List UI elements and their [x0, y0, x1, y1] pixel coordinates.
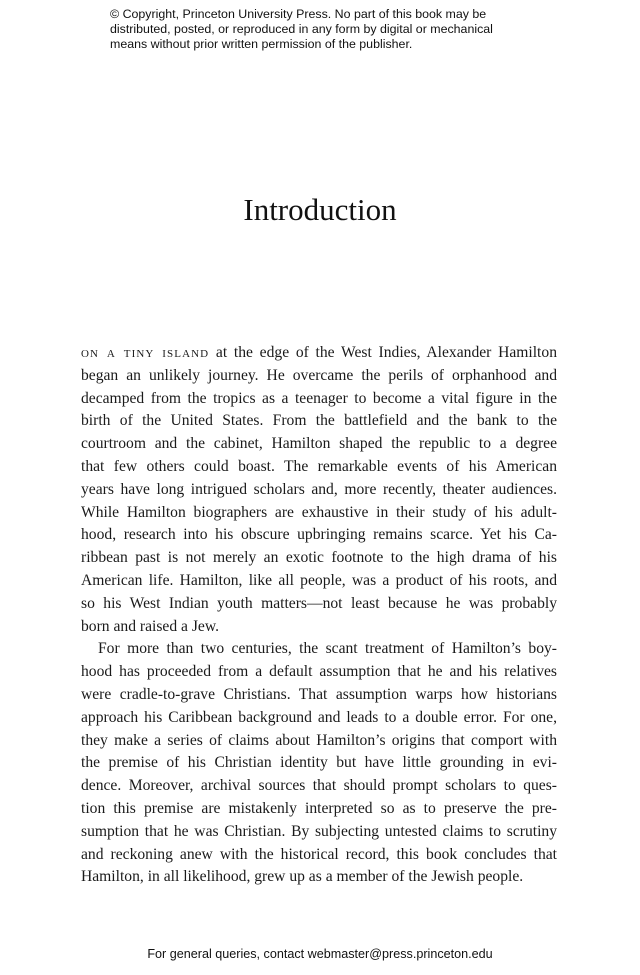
text-line: began an unlikely journey. He overcame the perils of orphanhood and	[81, 366, 557, 384]
copyright-line: © Copyright, Princeton University Press. No part of this book may be	[110, 7, 487, 21]
copyright-line: means without prior written permission of the publisher.	[110, 37, 413, 51]
text-line: dence. Moreover, archival sources that should prompt scholars to ques-	[81, 777, 557, 795]
text-line: approach his Caribbean background and leads to a double error. For one,	[81, 708, 557, 726]
text-line: hood has proceeded from a default assumption that he and his relatives	[81, 663, 557, 681]
text-line: While Hamilton biographers are exhaustive in their study of his adult-	[81, 503, 557, 521]
text-line: courtroom and the cabinet, Hamilton shaped the republic to a degree	[81, 435, 557, 453]
text-line: sumption that he was Christian. By subjecting untested claims to scrutiny	[81, 822, 557, 840]
copyright-notice	[110, 7, 550, 52]
text-line	[81, 342, 557, 365]
paragraph-1	[81, 342, 557, 638]
text-line: they make a series of claims about Hamilton’s origins that comport with	[81, 731, 557, 749]
copyright-line: distributed, posted, or reproduced in any form by digital or mechanical	[110, 22, 493, 36]
text-line: years have long intrigued scholars and, more recently, theater audiences.	[81, 480, 557, 498]
text-line: that few others could boast. The remarkable events of his American	[81, 457, 557, 475]
body-text	[81, 342, 557, 889]
footer-contact: For general queries, contact webmaster@press.princeton.edu	[147, 947, 493, 961]
text-line: ribbean past is not merely an exotic footnote to the high drama of his	[81, 549, 557, 567]
text-line-rest: at the edge of the West Indies, Alexander Hamilton	[209, 344, 557, 361]
text-line: and reckoning anew with the historical record, this book concludes that	[81, 845, 557, 863]
chapter-title: Introduction	[243, 192, 397, 227]
text-line: born and raised a Jew.	[81, 617, 219, 635]
text-line: decamped from the tropics as a teenager to become a vital figure in the	[81, 389, 557, 407]
lead-in-smallcaps: on a tiny island	[81, 344, 210, 361]
text-line: tion this premise are mistakenly interpreted so as to preserve the pre-	[81, 799, 557, 817]
text-line: For more than two centuries, the scant treatment of Hamilton’s boy-	[98, 640, 557, 658]
text-line: American life. Hamilton, like all people, was a product of his roots, and	[81, 571, 557, 589]
text-line: birth of the United States. From the battlefield and the bank to the	[81, 412, 557, 430]
text-line: the premise of his Christian identity but have little grounding in evi-	[81, 754, 557, 772]
text-line: were cradle-to-grave Christians. That assumption warps how historians	[81, 685, 557, 703]
text-line: Hamilton, in all likelihood, grew up as a member of the Jewish people.	[81, 868, 524, 886]
paragraph-2	[81, 638, 557, 889]
text-line: so his West Indian youth matters—not least because he was probably	[81, 594, 557, 612]
text-line: hood, research into his obscure upbringing remains scarce. Yet his Ca-	[81, 526, 557, 544]
